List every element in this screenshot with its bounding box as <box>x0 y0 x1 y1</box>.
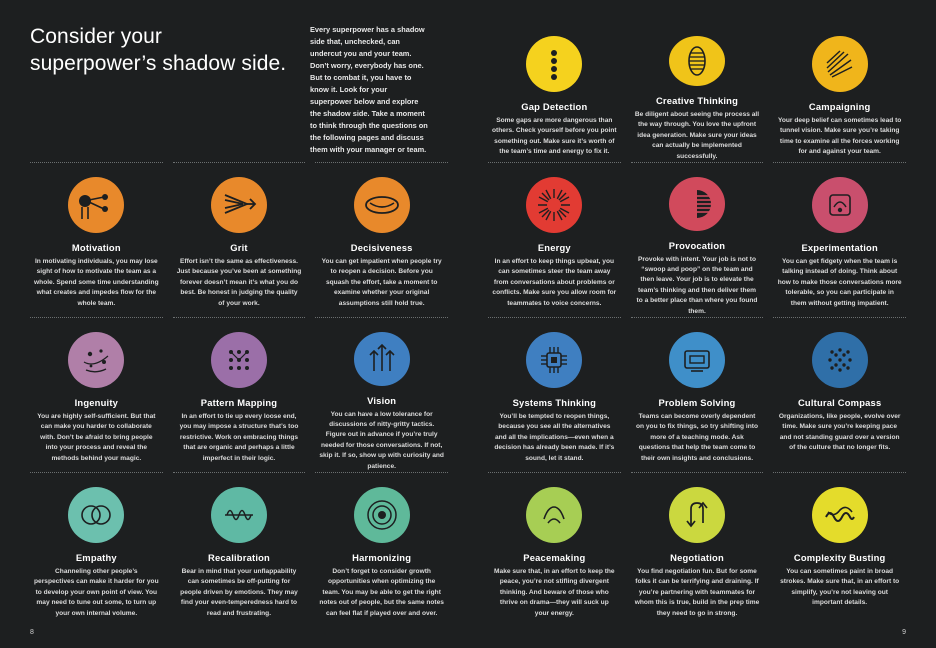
card-body: You are highly self-sufficient. But that can make you harder to collaborate with. Don’t be afraid to bring people into your process and reveal the methods behind your magic. <box>37 413 156 462</box>
right-page <box>468 0 936 648</box>
card-title: Negotiation <box>670 552 724 563</box>
card-peacemaking[interactable] <box>488 472 621 627</box>
card-body: You can get fidgety when the team is talking instead of doing. Think about how to make those conversations more tolerable, so you can participate in them without getting impatient. <box>777 258 902 307</box>
complexity-busting-icon <box>812 487 868 543</box>
card-body: In an effort to keep things upbeat, you can sometimes steer the team away from conversations about problems or conflicts. Make sure you allow room for teammates to voice concerns. <box>492 258 617 307</box>
card-grit[interactable] <box>173 162 306 317</box>
page-number-left: 8 <box>30 629 34 636</box>
grit-icon <box>211 177 267 233</box>
ingenuity-icon <box>68 332 124 388</box>
card-title: Decisiveness <box>350 242 413 253</box>
card-title: Pattern Mapping <box>200 397 278 408</box>
card-body: You find negotiation fun. But for some folks it can be terrifying and draining. If you’re partnering with teammates for whom this is true, build in the prep time they need to go in strong. <box>634 568 760 617</box>
decisiveness-icon <box>354 177 410 233</box>
card-body: Bear in mind that your unflappability can sometimes be off-putting for people driven by emotions. They may find your even-temperedness hard to read and frustrating. <box>180 568 298 617</box>
card-title: Grit <box>230 242 248 253</box>
card-campaigning[interactable] <box>773 22 906 162</box>
peacemaking-icon <box>526 487 582 543</box>
right-card-grid <box>488 162 906 627</box>
card-body: You can sometimes paint in broad strokes. Make sure that, in an effort to simplify, you’re not leaving out important details. <box>780 568 900 607</box>
card-body: Some gaps are more dangerous than others. Check yourself before you point something out. Make sure it’s worth of the team’s time and energy to fix it. <box>492 117 617 156</box>
card-body: Effort isn’t the same as effectiveness. Just because you’ve been at something forever doesn’t mean it’s what you do best. Be honest in judging the quality of your work. <box>176 258 302 307</box>
card-body: Be diligent about seeing the process all the way through. You love the upfront idea generation. Make sure your ideas can actually be implemented successfully. <box>634 110 760 160</box>
card-title: Creative Thinking <box>655 94 739 106</box>
card-body: Provoke with intent. Your job is not to “swoop and poop” on the team and then leave. Your job is to elevate the team’s thinking and then deliver them to a better place than where you found them. <box>636 255 758 315</box>
card-body: Make sure that, in an effort to keep the peace, you’re not stifling divergent thinking. And beware of those who thrive on drama—they will suck up your energy. <box>494 568 615 617</box>
card-vision[interactable] <box>315 317 448 472</box>
cultural-compass-icon <box>812 332 868 388</box>
card-motivation[interactable] <box>30 162 163 317</box>
pattern-mapping-icon <box>211 332 267 388</box>
intro-paragraph: Every superpower has a shadow side that, unchecked, can undercut you and your team. Don’t worry, everybody has one. But to combat it, you have to know it. Look for your superpower below and explore the shadow side. Take a moment to think through the questions on the following pages and discuss them with your manager or team. <box>310 25 428 154</box>
recalibration-icon <box>211 487 267 543</box>
card-title: Motivation <box>71 242 121 253</box>
card-experimentation[interactable] <box>773 162 906 317</box>
card-energy[interactable] <box>488 162 621 317</box>
card-title: Recalibration <box>207 552 270 563</box>
card-gap-detection[interactable] <box>488 22 621 162</box>
card-recalibration[interactable] <box>173 472 306 627</box>
card-body: In an effort to tie up every loose end, you may impose a structure that’s too restrictive. Work on embracing things that are organic and perhaps a little imperfect in their logic. <box>179 413 299 462</box>
card-title: Systems Thinking <box>512 397 597 408</box>
card-harmonizing[interactable] <box>315 472 448 627</box>
card-body: You can have a low tolerance for discussions of nitty-gritty tactics. Figure out in advance if you’re truly needed for those conversations. If not, skip it. If so, show up with curiosity and patience. <box>319 410 444 470</box>
card-decisiveness[interactable] <box>315 162 448 317</box>
page-title: Consider your superpower’s shadow side. <box>30 25 287 75</box>
card-pattern-mapping[interactable] <box>173 317 306 472</box>
card-body: Your deep belief can sometimes lead to tunnel vision. Make sure you’re taking time to examine all the forces working for and against your team. <box>777 117 902 156</box>
page-number-right: 9 <box>902 629 906 636</box>
energy-icon <box>526 177 582 233</box>
card-title: Vision <box>367 394 397 406</box>
gap-detection-icon <box>526 36 582 92</box>
motivation-icon <box>68 177 124 233</box>
card-title: Provocation <box>668 239 726 251</box>
card-title: Ingenuity <box>74 397 119 408</box>
campaigning-icon <box>812 36 868 92</box>
experimentation-icon <box>812 177 868 233</box>
negotiation-icon <box>669 487 725 543</box>
card-body: You’ll be tempted to reopen things, because you see all the alternatives and all the implications—even when a decision has already been made. If it’s sound, let it stand. <box>494 413 615 462</box>
card-body: In motivating individuals, you may lose sight of how to motivate the team as a whole. Spend some time understanding what creates and impedes flow for the whole team. <box>34 258 159 307</box>
card-title: Peacemaking <box>523 552 586 563</box>
card-body: Teams can become overly dependent on you to fix things, so try shifting into more of a teaching mode. Ask questions that help the team come to their own insights and conclusions. <box>636 413 758 462</box>
card-title: Energy <box>537 242 571 253</box>
intro-row <box>30 22 448 162</box>
card-title: Campaigning <box>808 101 871 112</box>
harmonizing-icon <box>354 487 410 543</box>
card-problem-solving[interactable] <box>631 317 764 472</box>
card-title: Experimentation <box>801 242 878 253</box>
systems-thinking-icon <box>526 332 582 388</box>
card-title: Empathy <box>75 552 117 563</box>
card-title: Cultural Compass <box>797 397 882 408</box>
card-creative-thinking[interactable] <box>631 22 764 162</box>
card-empathy[interactable] <box>30 472 163 627</box>
vision-icon <box>354 332 410 386</box>
card-complexity-busting[interactable] <box>773 472 906 627</box>
card-systems-thinking[interactable] <box>488 317 621 472</box>
card-body: Don’t forget to consider growth opportunities when optimizing the team. You may be able to get the right notes out of people, but the same notes can feel flat if played over and over. <box>319 568 444 617</box>
left-card-grid <box>30 162 448 627</box>
card-body: You can get impatient when people try to reopen a decision. Before you squash the effort, take a moment to examine whether your original assumptions still hold true. <box>321 258 442 307</box>
creative-thinking-icon <box>669 36 725 86</box>
card-body: Channeling other people’s perspectives can make it harder for you to develop your own point of view. You may need to tune out some, to turn up your own internal volume. <box>34 568 159 617</box>
card-title: Harmonizing <box>352 552 412 563</box>
empathy-icon <box>68 487 124 543</box>
card-title: Gap Detection <box>521 101 588 112</box>
problem-solving-icon <box>669 332 725 388</box>
card-ingenuity[interactable] <box>30 317 163 472</box>
card-title: Problem Solving <box>658 397 736 408</box>
card-provocation[interactable] <box>631 162 764 317</box>
card-cultural-compass[interactable] <box>773 317 906 472</box>
card-title: Complexity Busting <box>793 552 886 563</box>
provocation-icon <box>669 177 725 231</box>
card-negotiation[interactable] <box>631 472 764 627</box>
right-card-grid-row1 <box>488 22 906 162</box>
card-body: Organizations, like people, evolve over time. Make sure you’re keeping pace and not standing guard over a version of the culture that no longer fits. <box>778 413 901 452</box>
